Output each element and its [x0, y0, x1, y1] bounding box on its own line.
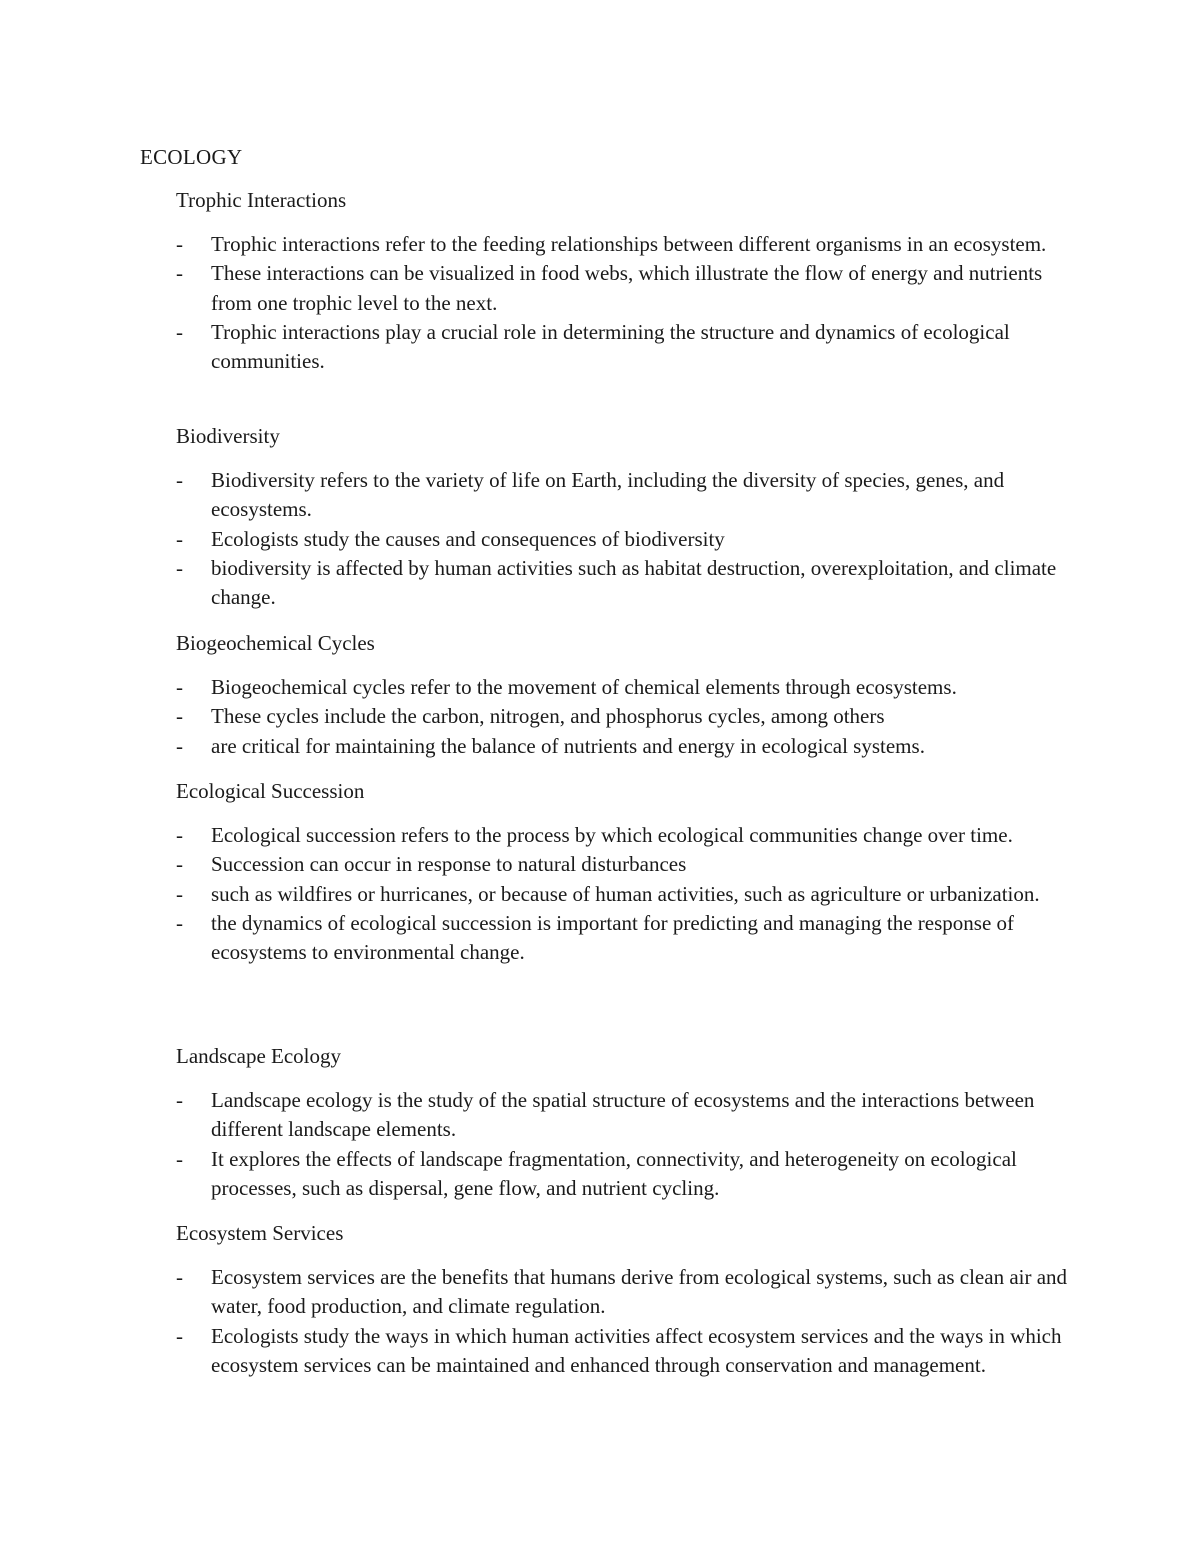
dash-marker: - [176, 852, 183, 877]
list-item-text: Landscape ecology is the study of the spatial structure of ecosystems and the interactions between different landscape elements. [211, 1088, 1035, 1142]
dash-marker: - [176, 468, 183, 492]
dash-marker: - [176, 881, 183, 906]
dash-marker: - [176, 555, 183, 580]
list-item [176, 909, 1076, 968]
list-item [176, 554, 1076, 613]
bullet-list [176, 821, 1076, 967]
section-heading: Ecological Succession [176, 779, 365, 803]
bullet-list [176, 1086, 1076, 1203]
section-ecosystem-services [176, 1219, 1076, 1380]
list-item [176, 318, 1076, 377]
list-item [176, 1086, 1076, 1145]
list-item-text: the dynamics of ecological succession is important for predicting and managing the response of ecosystems to environmental change. [211, 910, 1015, 965]
section-heading: Biodiversity [176, 424, 280, 448]
bullet-list [176, 1263, 1076, 1380]
list-item [176, 230, 1076, 259]
list-item-text: Trophic interactions refer to the feeding relationships between different organisms in an ecosystem. [211, 232, 1047, 256]
dash-marker: - [176, 910, 183, 935]
bullet-list [176, 466, 1076, 612]
list-item-text: such as wildfires or hurricanes, or because of human activities, such as agriculture or urbanization. [211, 881, 1040, 906]
list-item [176, 732, 1076, 761]
section-heading: Biogeochemical Cycles [176, 631, 375, 655]
dash-marker: - [176, 1265, 183, 1289]
list-item-text: These interactions can be visualized in food webs, which illustrate the flow of energy and nutrients from one trophic level to the next. [211, 261, 1043, 315]
bullet-list [176, 673, 1076, 761]
dash-marker: - [176, 733, 183, 758]
list-item-text: Ecosystem services are the benefits that humans derive from ecological systems, such as clean air and water, food production, and climate regulation. [211, 1265, 1068, 1319]
dash-marker: - [176, 675, 183, 699]
dash-marker: - [176, 823, 183, 847]
dash-marker: - [176, 1146, 183, 1171]
dash-marker: - [176, 526, 183, 551]
section-landscape-ecology [176, 1042, 1076, 1203]
list-item-text: Succession can occur in response to natural disturbances [211, 852, 687, 877]
dash-marker: - [176, 261, 183, 286]
list-item [176, 702, 1076, 731]
list-item-text: Ecologists study the causes and consequences of biodiversity [211, 526, 725, 551]
section-heading: Landscape Ecology [176, 1044, 342, 1068]
dash-marker: - [176, 1323, 183, 1348]
section-heading: Trophic Interactions [176, 188, 347, 212]
list-item [176, 850, 1076, 879]
list-item-text: Trophic interactions play a crucial role in determining the structure and dynamics of ecological communities. [211, 319, 1010, 374]
dash-marker: - [176, 232, 183, 256]
section-biogeochemical-cycles [176, 629, 1076, 761]
document-title: ECOLOGY [140, 145, 243, 169]
list-item-text: It explores the effects of landscape fragmentation, connectivity, and heterogeneity on ecological processes, such as dispersal, gene flow, and nutrient cycling. [211, 1146, 1017, 1200]
bullet-list [176, 230, 1076, 376]
list-item-text: Ecologists study the ways in which human activities affect ecosystem services and the ways in which ecosystem services can be maintained and enhanced through conservation and management. [211, 1323, 1062, 1377]
list-item-text: Ecological succession refers to the process by which ecological communities change over time. [211, 823, 1013, 847]
section-trophic-interactions [176, 186, 1076, 376]
list-item [176, 1145, 1076, 1204]
section-biodiversity [176, 422, 1076, 612]
list-item [176, 466, 1076, 525]
section-ecological-succession [176, 777, 1076, 967]
list-item [176, 673, 1076, 702]
list-item [176, 821, 1076, 850]
list-item [176, 1263, 1076, 1322]
list-item-text: biodiversity is affected by human activities such as habitat destruction, overexploitation, and climate change. [211, 555, 1057, 610]
list-item-text: are critical for maintaining the balance of nutrients and energy in ecological systems. [211, 733, 925, 758]
list-item-text: Biodiversity refers to the variety of life on Earth, including the diversity of species, genes, and ecosystems. [211, 468, 1005, 522]
dash-marker: - [176, 704, 183, 729]
list-item [176, 525, 1076, 554]
list-item [176, 259, 1076, 318]
list-item-text: Biogeochemical cycles refer to the movement of chemical elements through ecosystems. [211, 675, 957, 699]
list-item [176, 1322, 1076, 1381]
section-heading: Ecosystem Services [176, 1221, 344, 1245]
list-item-text: These cycles include the carbon, nitrogen, and phosphorus cycles, among others [211, 704, 885, 729]
dash-marker: - [176, 319, 183, 344]
list-item [176, 880, 1076, 909]
dash-marker: - [176, 1088, 183, 1112]
